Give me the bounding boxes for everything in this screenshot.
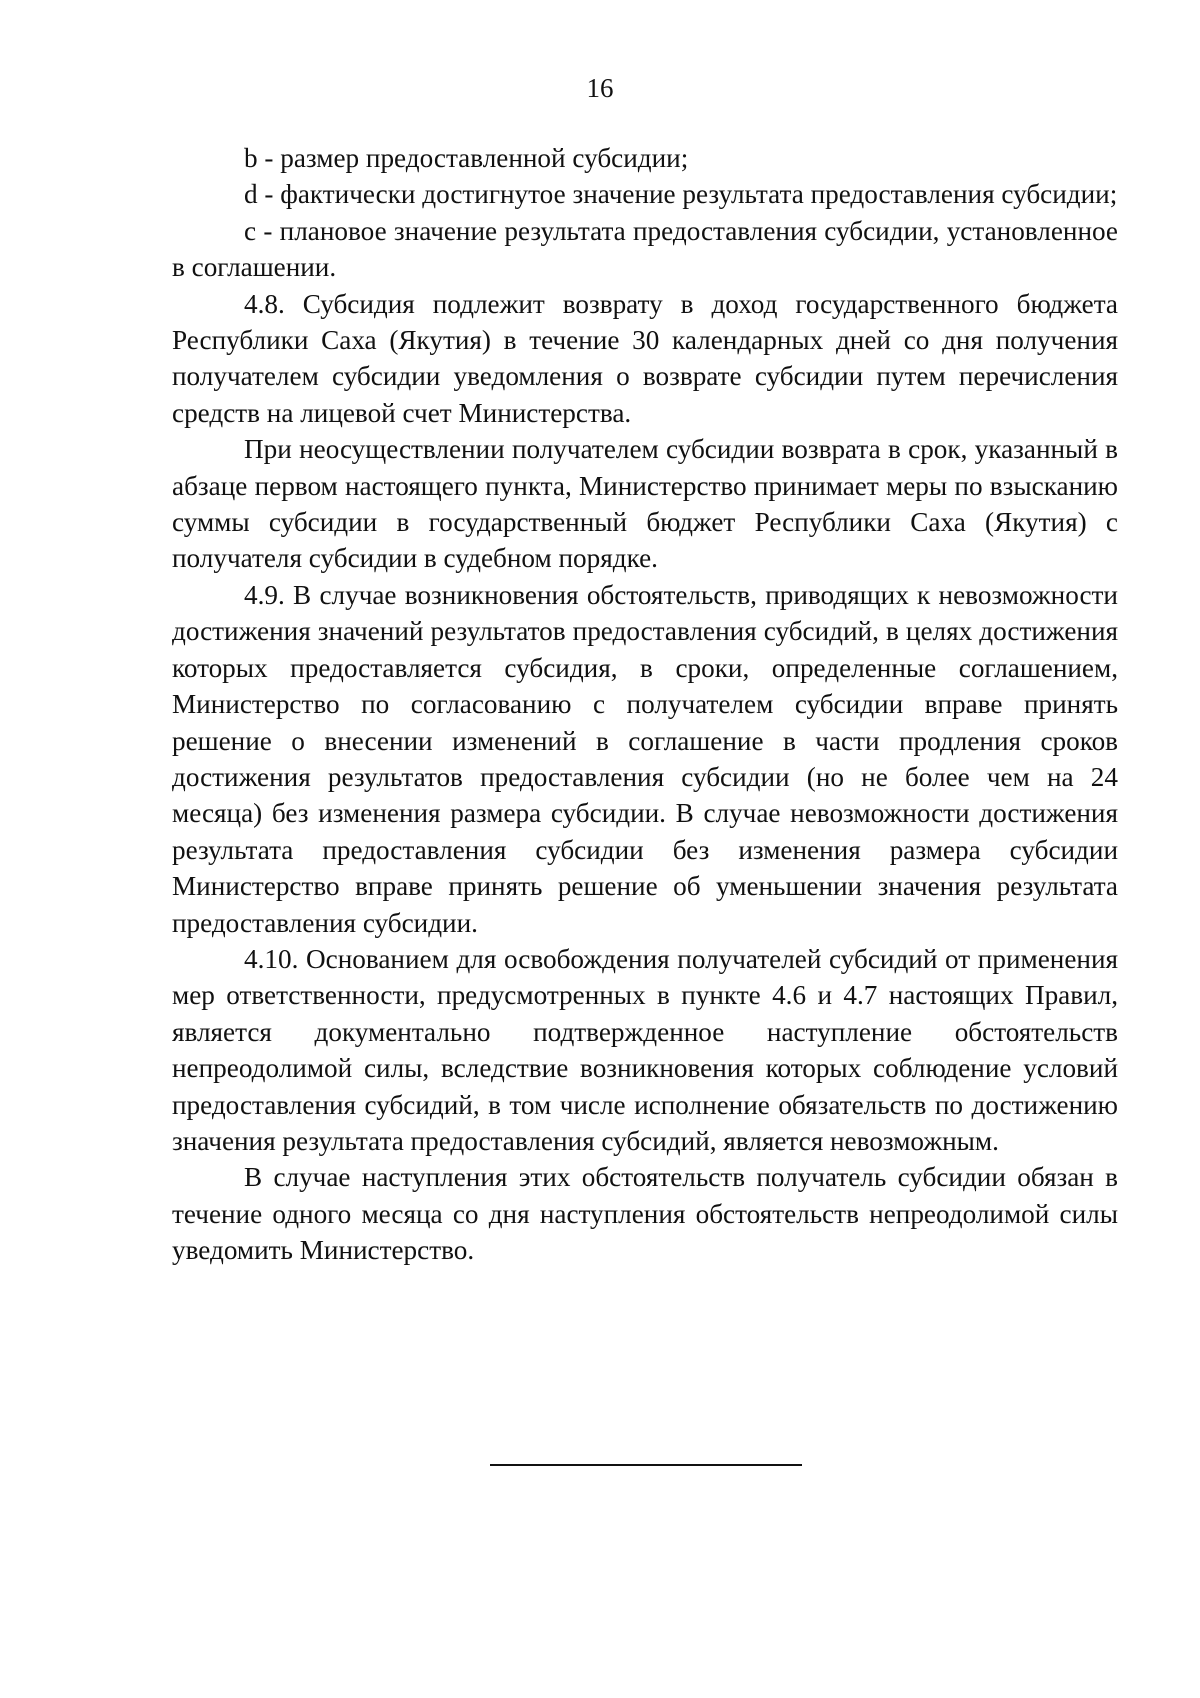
paragraph-variable-b: b - размер предоставленной субсидии; (244, 143, 689, 173)
document-body (172, 140, 1118, 1269)
paragraph-4-8: 4.8. Субсидия подлежит возврату в доход государственного бюджета Республики Саха (Якутия) в течение 30 календарных дней со дня получения получателем субсидии уведомления о возврате субсидии путем перечисления средств на лицевой счет Министерства. (172, 288, 1118, 428)
paragraph-variable-d: d - фактически достигнутое значение результата предоставления субсидии; (244, 179, 1118, 210)
paragraph-4-10: 4.10. Основанием для освобождения получателей субсидий от применения мер ответственности, предусмотренных в пункте 4.6 и 4.7 настоящих Правил, является документально подтвержденное наступление обстоятельств непреодолимой силы, вследствие возникновения которых соблюдение условий предоставления субсидий, в том числе исполнение обязательств по достижению значения результата предоставления субсидий, является невозможным. (172, 943, 1118, 1156)
paragraph-4-10-continuation: В случае наступления этих обстоятельств получатель субсидии обязан в течение одного месяца со дня наступления обстоятельств непреодолимой силы уведомить Министерство. (172, 1162, 1118, 1266)
page-number: 16 (586, 73, 614, 103)
paragraph-4-9: 4.9. В случае возникновения обстоятельств, приводящих к невозможности достижения значений результатов предоставления субсидий, в целях достижения которых предоставляется субсидия, в сроки, определенные соглашением, Министерство по согласованию с получателем субсидии вправе принять решение о внесении изменений в соглашение в части продления сроков достижения результатов предоставления субсидии (но не более чем на 24 месяца) без изменения размера субсидии. В случае невозможности достижения результата предоставления субсидии без изменения размера субсидии Министерство вправе принять решение об уменьшении значения результата предоставления субсидии. (172, 579, 1118, 938)
paragraph-variable-c: с - плановое значение результата предоставления субсидии, установленное в соглашении. (172, 215, 1118, 283)
end-of-document-rule (490, 1464, 802, 1466)
paragraph-4-8-continuation: При неосуществлении получателем субсидии возврата в срок, указанный в абзаце первом настоящего пункта, Министерство принимает меры по взысканию суммы субсидии в государственный бюджет Республики Саха (Якутия) с получателя субсидии в судебном порядке. (172, 434, 1118, 574)
